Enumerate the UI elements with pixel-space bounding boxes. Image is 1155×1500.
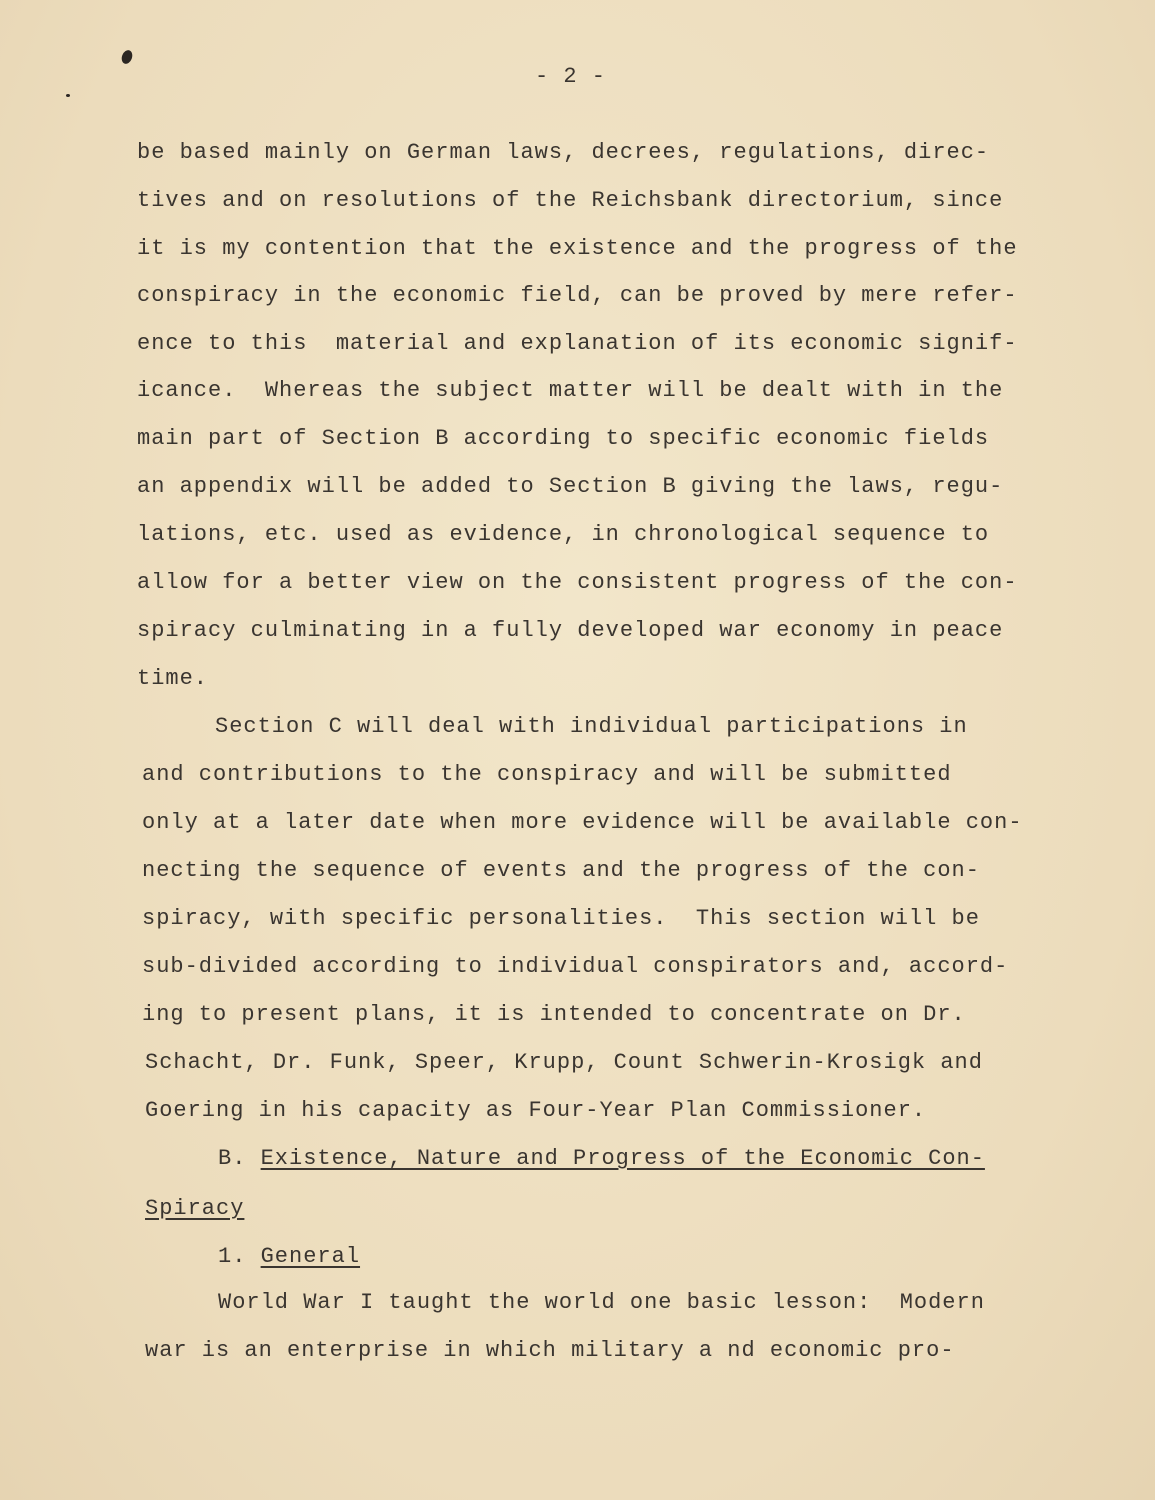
text-line: allow for a better view on the consistent progress of the con- — [137, 570, 1018, 595]
text-line: main part of Section B according to specific economic fields — [137, 426, 990, 451]
ink-mark — [120, 49, 134, 66]
section-b-heading — [218, 1146, 985, 1172]
text-line: ence to this material and explanation of its economic signif- — [137, 331, 1018, 356]
text-line: necting the sequence of events and the progress of the con- — [142, 858, 980, 883]
section-b-prefix: B. — [218, 1146, 247, 1171]
text-line: ing to present plans, it is intended to concentrate on Dr. — [142, 1002, 966, 1027]
text-line: spiracy, with specific personalities. This section will be — [142, 906, 980, 931]
text-line: World War I taught the world one basic lesson: Modern — [218, 1290, 985, 1315]
text-line: spiracy culminating in a fully developed war economy in peace — [137, 618, 1004, 643]
text-line: icance. Whereas the subject matter will be dealt with in the — [137, 378, 1004, 403]
text-line: tives and on resolutions of the Reichsbank directorium, since — [137, 188, 1004, 213]
text-line: sub-divided according to individual conspirators and, accord- — [142, 954, 1009, 979]
section-b-title: Existence, Nature and Progress of the Economic Con- — [260, 1146, 985, 1171]
section-b-title-continued: Spiracy — [145, 1196, 245, 1221]
text-line: only at a later date when more evidence will be available con- — [142, 810, 1023, 835]
text-line: war is an enterprise in which military a nd economic pro- — [145, 1338, 955, 1363]
text-line: time. — [137, 666, 209, 691]
text-line: Schacht, Dr. Funk, Speer, Krupp, Count Schwerin-Krosigk and — [145, 1050, 983, 1075]
subsection-heading — [218, 1244, 360, 1270]
text-line: conspiracy in the economic field, can be proved by mere refer- — [137, 283, 1018, 308]
text-line: lations, etc. used as evidence, in chronological sequence to — [137, 522, 990, 547]
text-line: Section C will deal with individual participations in — [215, 714, 968, 739]
text-line: it is my contention that the existence and the progress of the — [137, 236, 1018, 261]
subsection-title: General — [260, 1244, 361, 1269]
text-line: be based mainly on German laws, decrees, regulations, direc- — [137, 140, 990, 165]
text-line: Goering in his capacity as Four-Year Plan Commissioner. — [145, 1098, 927, 1123]
ink-mark — [66, 94, 70, 97]
text-line: and contributions to the conspiracy and will be submitted — [142, 762, 952, 787]
subsection-prefix: 1. — [218, 1244, 247, 1269]
page-number: - 2 - — [535, 64, 607, 89]
text-line: an appendix will be added to Section B giving the laws, regu- — [137, 474, 1004, 499]
